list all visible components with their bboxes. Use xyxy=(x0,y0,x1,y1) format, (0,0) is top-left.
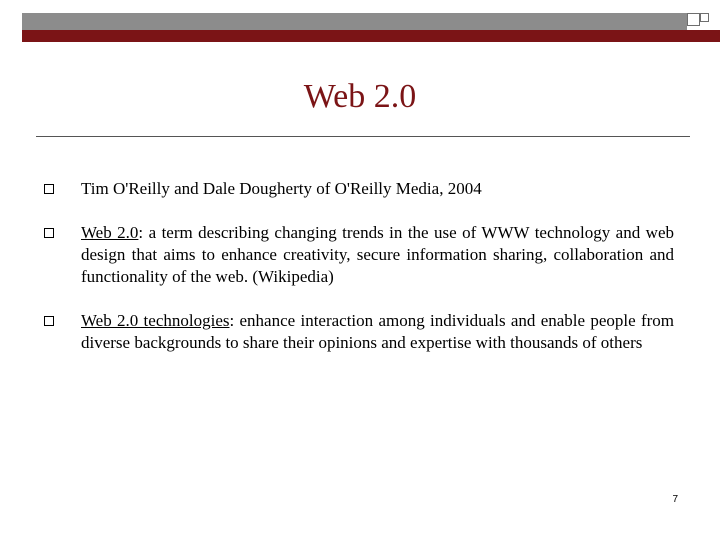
bullet-term: Web 2.0 xyxy=(81,223,139,242)
bullet-text: Tim O'Reilly and Dale Dougherty of O'Reilly Media, 2004 xyxy=(81,179,482,198)
bullet-text: : enhance interaction among individuals and enable people from diverse backgrounds to share their opinions and expertise with thousands of others xyxy=(81,311,674,352)
corner-square-icon xyxy=(687,13,700,26)
top-decorative-band xyxy=(22,13,687,30)
slide-title-text: Web 2.0 xyxy=(303,78,417,115)
title-divider xyxy=(36,136,690,137)
page-number: 7 xyxy=(672,494,678,505)
square-bullet-icon xyxy=(44,228,54,238)
bullet-item-3 xyxy=(44,310,674,354)
corner-square-small-icon xyxy=(700,13,709,22)
bullet-item-2 xyxy=(44,222,674,288)
slide-title xyxy=(0,78,720,116)
bullet-text: : a term describing changing trends in the use of WWW technology and web design that aims to enhance creativity, secure information sharing, collaboration and functionality of the web. (Wikipedia) xyxy=(81,223,674,286)
square-bullet-icon xyxy=(44,316,54,326)
square-bullet-icon xyxy=(44,184,54,194)
bullet-list xyxy=(44,178,674,354)
bullet-item-1 xyxy=(44,178,674,200)
top-band-accent-stripe xyxy=(22,30,720,42)
bullet-term: Web 2.0 technologies xyxy=(81,311,230,330)
